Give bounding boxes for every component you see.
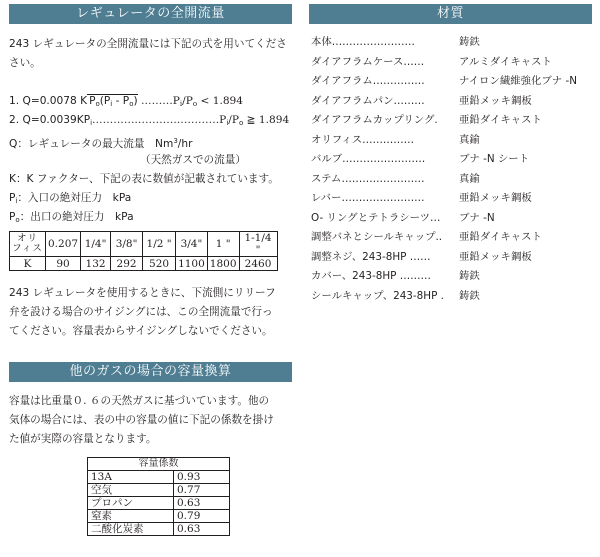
intro-line-2: さい。 (9, 57, 41, 69)
gas-name-cell: 二酸化炭素 (88, 523, 174, 536)
formula-1-lead: 1. Q=0.0078 K (9, 95, 88, 107)
k-table-value-row (10, 257, 278, 271)
gas-factor-cell: 0.79 (174, 510, 230, 523)
gas-conversion-header: 他のガスの場合の容量換算 (9, 362, 292, 382)
q-note: （天然ガスでの流量） (140, 154, 246, 166)
k-value-cell: 292 (111, 257, 143, 271)
k-value-cell: 1800 (207, 257, 239, 271)
gas-factor-cell: 0.93 (174, 471, 230, 484)
gas-note-line-3: た値が実際の容量となります。 (9, 433, 157, 445)
size-cell: 1 " (207, 232, 239, 257)
gas-factor-cell: 0.63 (174, 497, 230, 510)
gas-name-cell: 13A (88, 471, 174, 484)
gas-note-line-1: 容量は比重量０. ６の天然ガスに基づいています。他の (9, 395, 270, 407)
materials-header: 材質 (309, 4, 592, 24)
full-open-flow-header: レギュレータの全開流量 (9, 4, 292, 24)
formula-1-radical: $P_o(P_i - P_o)$ (89, 95, 138, 108)
k-value-cell: 90 (46, 257, 81, 271)
table-row (88, 497, 230, 510)
k-value-cell: 132 (81, 257, 111, 271)
table-row (88, 523, 230, 536)
k-value-cell: 520 (143, 257, 176, 271)
formula-1-condition: $\dots\dots\dots P_i/P_o < 1.894$ (137, 95, 244, 108)
size-cell: 0.207 (46, 232, 81, 257)
size-cell: 1/4" (81, 232, 111, 257)
capacity-factor-table (87, 457, 230, 536)
relief-note-line-2: 弁を設ける場合のサイジングには、この全開流量で行っ (9, 306, 273, 318)
size-cell: 3/4" (176, 232, 208, 257)
size-cell: 1/2 " (143, 232, 176, 257)
k-value-cell: 2460 (239, 257, 277, 271)
k-definition: K：K ファクター、下記の表に数値が記載されています。 (9, 173, 279, 185)
table-row (88, 471, 230, 484)
k-value-cell: 1100 (176, 257, 208, 271)
formula-1 (9, 94, 243, 111)
gas-name-cell: プロパン (88, 497, 174, 510)
size-cell: 1-1/4 " (239, 232, 277, 257)
po-definition: $P_o$：出口の絶対圧力 kPa (9, 211, 134, 224)
q-definition: Q：レギュレータの最大流量 Nm$^3$/hr (9, 137, 193, 150)
table-row (88, 510, 230, 523)
pi-definition: $P_i$：入口の絶対圧力 kPa (9, 192, 132, 205)
gas-factor-cell: 0.63 (174, 523, 230, 536)
k-factor-table (9, 231, 278, 271)
k-table-size-row (10, 232, 278, 257)
relief-note-line-3: てください。容量表からサイジングしないでください。 (9, 325, 273, 337)
k-label-cell: K (10, 257, 46, 271)
gas-name-cell: 窒素 (88, 510, 174, 523)
gas-note-line-2: 気体の場合には、表の中の容量の値に下記の係数を掛け (9, 414, 274, 426)
gas-name-cell: 空気 (88, 484, 174, 497)
gas-factor-cell: 0.77 (174, 484, 230, 497)
formula-2: 2. $Q=0.0039KP_i\dots\dots\dots\dots\dots\dots\dots\dots\dots\dots\dots\dots P_i/P_o$ ≧ 1.894 (9, 114, 290, 127)
capacity-factor-caption-row (88, 458, 230, 471)
relief-note-line-1: 243 レギュレータを使用するときに、下流側にリリーフ (9, 287, 276, 299)
orifice-header-cell: オリ フィス (10, 232, 46, 257)
table-row (88, 484, 230, 497)
intro-line-1: 243 レギュレータの全開流量には下記の式を用いてくださ (9, 38, 287, 50)
capacity-factor-caption: 容量係数 (88, 458, 230, 471)
size-cell: 3/8" (111, 232, 143, 257)
